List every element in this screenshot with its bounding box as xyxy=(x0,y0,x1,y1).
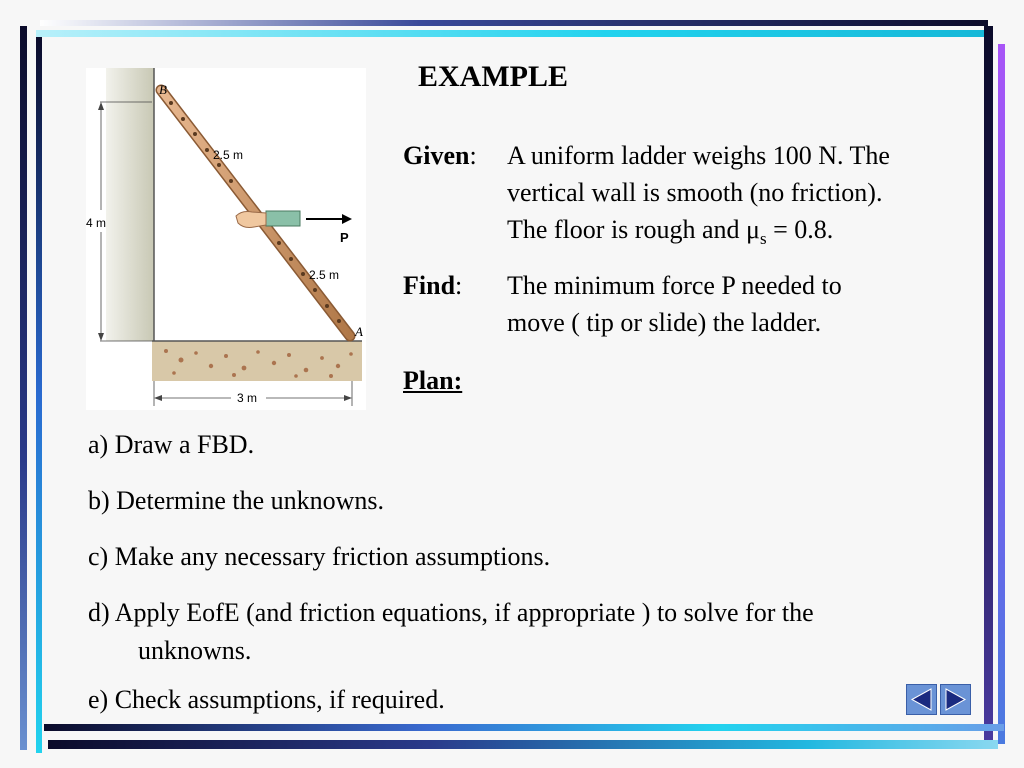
previous-slide-button[interactable] xyxy=(906,684,937,715)
dim-upper-length: 2.5 m xyxy=(213,148,244,162)
given-line-2: vertical wall is smooth (no friction). xyxy=(507,178,883,207)
step-d-continued: unknowns. xyxy=(138,636,252,665)
frame-left-dark-bar xyxy=(20,26,27,750)
plan-label: Plan: xyxy=(403,366,463,395)
frame-bottom-cyan-bar xyxy=(44,724,1004,731)
label-P: P xyxy=(340,230,349,245)
given-label: Given: xyxy=(403,141,477,170)
next-slide-button[interactable] xyxy=(940,684,971,715)
mu-value: = 0.8. xyxy=(766,215,834,244)
frame-left-cyan-bar xyxy=(36,37,42,753)
arm xyxy=(266,211,300,226)
step-a: a) Draw a FBD. xyxy=(88,430,255,459)
step-e: e) Check assumptions, if required. xyxy=(88,685,445,714)
ladder-diagram xyxy=(86,68,366,410)
frame-top-dark-bar xyxy=(40,20,988,26)
frame-right-dark-bar xyxy=(984,26,993,746)
triangle-left-icon xyxy=(907,685,936,714)
triangle-right-icon xyxy=(941,685,970,714)
given-line-3: The floor is rough and $\mu_s = 0.8$. xyxy=(507,215,834,249)
ladder-figure xyxy=(86,68,366,410)
find-label: Find: xyxy=(403,271,463,300)
find-line-1: The minimum force P needed to xyxy=(507,271,842,300)
label-B: B xyxy=(159,82,167,97)
given-line-1: A uniform ladder weighs 100 N. The xyxy=(507,141,890,170)
label-A: A xyxy=(355,324,363,339)
frame-top-cyan-bar xyxy=(36,30,986,37)
mu-symbol: μ xyxy=(746,215,760,244)
wall xyxy=(106,68,154,341)
frame-bottom-dark-bar xyxy=(48,740,998,749)
dim-base: 3 m xyxy=(237,391,258,405)
step-b: b) Determine the unknowns. xyxy=(88,486,385,515)
step-c: c) Make any necessary friction assumptions. xyxy=(88,542,551,571)
step-d: d) Apply EofE (and friction equations, if appropriate ) to solve for the xyxy=(88,598,814,627)
dim-height: 4 m xyxy=(86,216,107,230)
slide-title: EXAMPLE xyxy=(418,60,568,93)
find-line-2: move ( tip or slide) the ladder. xyxy=(507,308,822,337)
hand xyxy=(236,212,266,228)
dim-lower-length: 2.5 m xyxy=(309,268,340,282)
mu-subscript: s xyxy=(759,229,767,249)
frame-right-purple-bar xyxy=(998,44,1005,744)
